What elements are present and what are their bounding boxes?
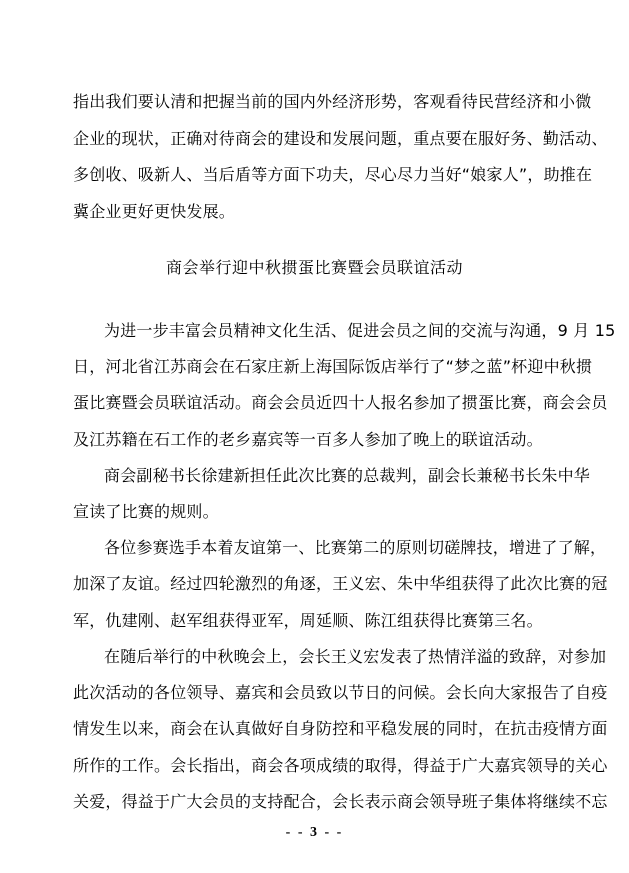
paragraph3-line-3: 军，仇建刚、赵军组获得亚军，周延顺、陈江组获得比赛第三名。: [73, 611, 543, 630]
paragraph4-line-5: 关爱，得益于广大会员的支持配合，会长表示商会领导班子集体将继续不忘: [73, 792, 608, 811]
paragraph2-line-2: 宣读了比赛的规则。: [73, 502, 219, 521]
paragraph4-line-3: 情发生以来，商会在认真做好自身防控和平稳发展的同时，在抗击疫情方面: [73, 719, 608, 738]
continuation-line-1: 指出我们要认清和把握当前的国内外经济形势，客观看待民营经济和小微: [73, 92, 592, 111]
continuation-line-3: 多创收、吸新人、当后盾等方面下功夫，尽心尽力当好“娘家人”，助推在: [73, 165, 593, 184]
paragraph3-line-1: 各位参赛选手本着友谊第一、比赛第二的原则切磋牌技，增进了了解，: [104, 538, 607, 557]
paragraph4-line-1: 在随后举行的中秋晚会上，会长王义宏发表了热情洋溢的致辞，对参加: [104, 647, 607, 666]
continuation-line-4: 冀企业更好更快发展。: [73, 202, 236, 221]
paragraph1-line-3: 蛋比赛暨会员联谊活动。商会会员近四十人报名参加了掼蛋比赛，商会会员: [73, 393, 608, 412]
paragraph4-line-4: 所作的工作。会长指出，商会各项成绩的取得，得益于广大嘉宾领导的关心: [73, 756, 608, 775]
paragraph1-line-2: 日，河北省江苏商会在石家庄新上海国际饭店举行了“梦之蓝”杯迎中秋掼: [73, 357, 593, 376]
paragraph4-line-2: 此次活动的各位领导、嘉宾和会员致以节日的问候。会长向大家报告了自疫: [73, 683, 608, 702]
paragraph2-line-1: 商会副秘书长徐建新担任此次比赛的总裁判，副会长兼秘书长朱中华: [104, 466, 591, 485]
paragraph3-line-2: 加深了友谊。经过四轮激烈的角逐，王义宏、朱中华组获得了此次比赛的冠: [73, 574, 608, 593]
paragraph1-line-1: 为进一步丰富会员精神文化生活、促进会员之间的交流与沟通，9 月 15: [104, 321, 616, 340]
paragraph1-line-4: 及江苏籍在石工作的老乡嘉宾等一百多人参加了晚上的联谊活动。: [73, 430, 543, 449]
continuation-line-2: 企业的现状，正确对待商会的建设和发展问题，重点要在服好务、勤活动、: [73, 129, 608, 148]
page-number: - - 3 - -: [285, 825, 344, 840]
section-title: 商会举行迎中秋掼蛋比赛暨会员联谊活动: [165, 258, 463, 277]
